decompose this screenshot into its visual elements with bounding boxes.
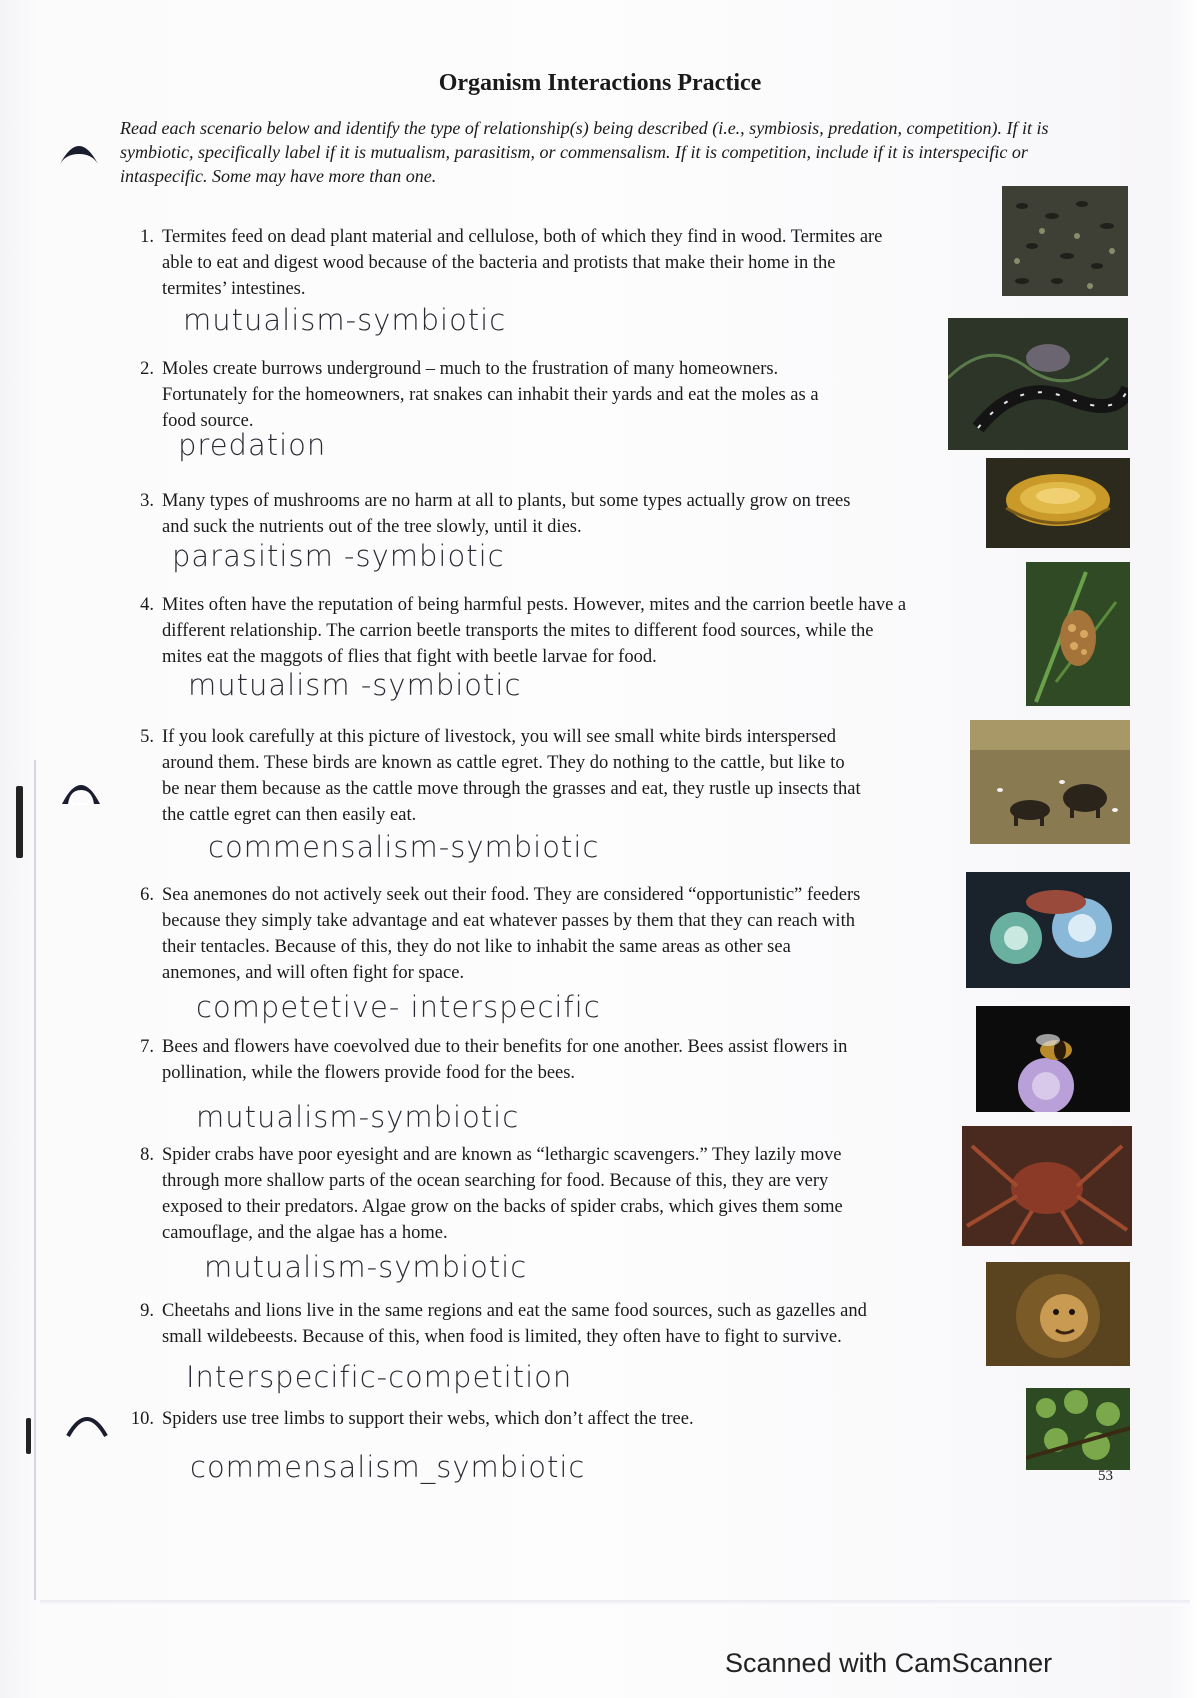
lion-photo xyxy=(986,1262,1130,1366)
question-text-line: the cattle egret can then easily eat. xyxy=(162,805,417,825)
question-number: 2. xyxy=(140,359,154,379)
page-shadow-line xyxy=(34,760,36,1600)
sea-anemone-photo xyxy=(966,872,1130,988)
tree-limbs-photo xyxy=(1026,1388,1130,1470)
handwritten-answer-3: parasitism -symbiotic xyxy=(172,539,505,573)
question-number: 8. xyxy=(140,1145,154,1165)
rat-snake-photo xyxy=(948,318,1128,450)
question-text-line: be near them because as the cattle move through the grasses and eat, they rustle up insects that xyxy=(162,779,861,799)
question-text-line: Fortunately for the homeowners, rat snakes can inhabit their yards and eat the moles as a xyxy=(162,385,819,405)
termites-photo xyxy=(1002,186,1128,296)
punch-hole-icon xyxy=(64,1408,110,1442)
question-text-line: able to eat and digest wood because of the bacteria and protists that make their home in the xyxy=(162,253,836,273)
question-text-line: Termites feed on dead plant material and cellulose, both of which they find in wood. Termites are xyxy=(162,227,883,247)
question-text-line: mites eat the maggots of flies that fight with beetle larvae for food. xyxy=(162,647,657,667)
question-number: 1. xyxy=(140,227,154,247)
question-text-line: because they simply take advantage and eat whatever passes by them that they can reach with xyxy=(162,911,855,931)
question-number: 7. xyxy=(140,1037,154,1057)
handwritten-answer-2: predation xyxy=(178,428,327,462)
question-text-line: their tentacles. Because of this, they do not like to inhabit the same areas as other sea xyxy=(162,937,791,957)
cattle-egret-photo xyxy=(970,720,1130,844)
question-text-line: Cheetahs and lions live in the same regions and eat the same food sources, such as gazelles and xyxy=(162,1301,867,1321)
question-number: 3. xyxy=(140,491,154,511)
instructions-text: Read each scenario below and identify the type of relationship(s) being described (i.e., symbiosis, predation, competition). If it is symbiotic, specifically label if it is mutualism, parasitism, or commensalism. If it is competition, include if it is interspecific or intaspecific. Some may have more than one. xyxy=(120,118,1049,186)
question-number: 6. xyxy=(140,885,154,905)
question-number: 10. xyxy=(130,1409,154,1429)
bee-flower-photo xyxy=(976,1006,1130,1112)
handwritten-answer-9: Interspecific-competition xyxy=(186,1360,573,1394)
question-text-line: exposed to their predators. Algae grow on the backs of spider crabs, which gives them some xyxy=(162,1197,843,1217)
question-number: 4. xyxy=(140,595,154,615)
question-text-line: food source. xyxy=(162,411,254,431)
question-text-line: through more shallow parts of the ocean searching for food. Because of this, they are very xyxy=(162,1171,829,1191)
handwritten-answer-7: mutualism-symbiotic xyxy=(196,1100,520,1134)
question-text-line: anemones, and will often fight for space. xyxy=(162,963,465,983)
handwritten-answer-10: commensalism_symbiotic xyxy=(190,1450,586,1484)
question-text-line: camouflage, and the algae has a home. xyxy=(162,1223,448,1243)
question-text-line: pollination, while the flowers provide food for the bees. xyxy=(162,1063,576,1083)
handwritten-answer-6: competetive- interspecific xyxy=(196,990,601,1024)
handwritten-answer-4: mutualism -symbiotic xyxy=(188,668,522,702)
question-number: 9. xyxy=(140,1301,154,1321)
question-text-line: Spider crabs have poor eyesight and are known as “lethargic scavengers.” They lazily move xyxy=(162,1145,842,1165)
page-bottom-edge xyxy=(40,1600,1190,1606)
question-text-line: Bees and flowers have coevolved due to their benefits for one another. Bees assist flowers in xyxy=(162,1037,848,1057)
camscanner-watermark: Scanned with CamScanner xyxy=(725,1648,1053,1678)
question-text-line: Many types of mushrooms are no harm at all to plants, but some types actually grow on trees xyxy=(162,491,851,511)
handwritten-answer-1: mutualism-symbiotic xyxy=(183,303,507,337)
binder-clip-mark xyxy=(16,786,23,858)
spider-crab-photo xyxy=(962,1126,1132,1246)
question-text-line: Sea anemones do not actively seek out their food. They are considered “opportunistic” feeders xyxy=(162,885,861,905)
mushroom-photo xyxy=(986,458,1130,548)
question-text-line: different relationship. The carrion beetle transports the mites to different food sources, while the xyxy=(162,621,874,641)
question-text-line: If you look carefully at this picture of livestock, you will see small white birds interspersed xyxy=(162,727,837,747)
question-text-line: Moles create burrows underground – much to the frustration of many homeowners. xyxy=(162,359,779,379)
question-number: 5. xyxy=(140,727,154,747)
page-title: Organism Interactions Practice xyxy=(438,70,762,96)
handwritten-answer-5: commensalism-symbiotic xyxy=(208,830,600,864)
question-text-line: Spiders use tree limbs to support their webs, which don’t affect the tree. xyxy=(162,1409,694,1429)
page-number: 53 xyxy=(1098,1468,1113,1484)
punch-hole-icon xyxy=(58,774,104,808)
question-text-line: Mites often have the reputation of being harmful pests. However, mites and the carrion beetle have a xyxy=(162,595,907,615)
punch-hole-icon xyxy=(56,134,102,174)
question-text-line: around them. These birds are known as cattle egret. They do nothing to the cattle, but like to xyxy=(162,753,845,773)
question-text-line: small wildebeests. Because of this, when food is limited, they often have to fight to survive. xyxy=(162,1327,842,1347)
carrion-beetle-photo xyxy=(1026,562,1130,706)
binder-clip-mark xyxy=(26,1418,31,1454)
handwritten-answer-8: mutualism-symbiotic xyxy=(204,1250,528,1284)
question-text-line: and suck the nutrients out of the tree slowly, until it dies. xyxy=(162,517,582,537)
question-text-line: termites’ intestines. xyxy=(162,279,306,299)
